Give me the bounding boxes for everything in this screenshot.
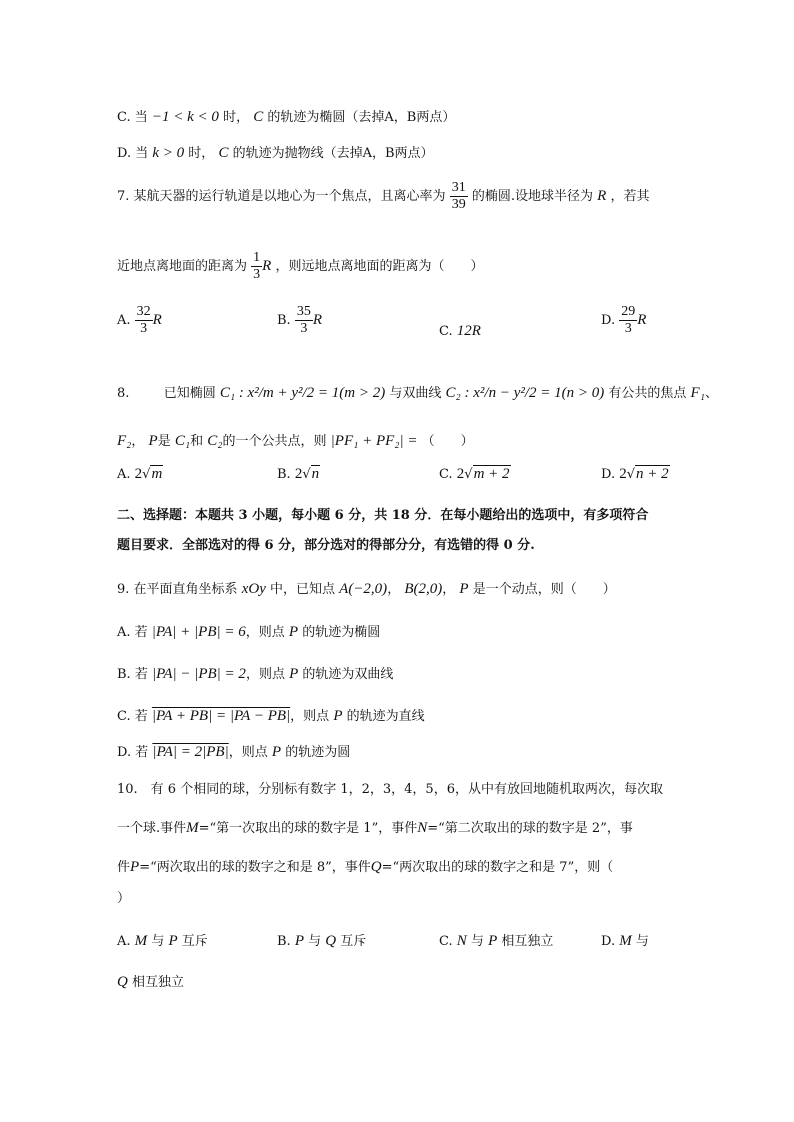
q10-line4: ）	[117, 891, 131, 906]
q9-option-d: D. 若 |PA| = 2|PB|，则点 P 的轨迹为圆	[117, 744, 351, 760]
q10-option-b: B. P 与 Q 互斥	[277, 933, 367, 949]
q6-d-condition: k > 0	[152, 145, 185, 161]
q8-stem-line1: 8. 已知椭圆 C₁ : x²/m + y²/2 = 1(m > 2) 与双曲线 C₂ : x²/n − y²/2 = 1(n > 0) 有公共的焦点 F₁、	[117, 385, 718, 401]
near-distance-fraction: $\frac{1}{3}$	[253, 250, 261, 282]
q10-line1: 10. 有 6 个相同的球，分别标有数字 1，2，3，4，5，6，从中有放回地随机取两次，每次取	[117, 782, 663, 797]
section-2-header-line1: 二、选择题：本题共 3 小题，每小题 6 分，共 18 分．在每小题给出的选项中，有多项符合	[117, 508, 649, 523]
q7-option-c: C. 12R	[439, 323, 481, 339]
q7-option-b: B. $\frac{35}{3}$ R	[277, 304, 322, 336]
section-2-header-line2: 题目要求．全部选对的得 6 分，部分选对的得部分分，有选错的得 0 分.	[117, 538, 535, 553]
q9-stem: 9. 在平面直角坐标系 xOy 中，已知点 A(−2,0)， B(2,0)， P 是一个动点，则（ ）	[117, 581, 616, 597]
q10-option-c: C. N 与 P 相互独立	[439, 933, 554, 949]
q7-option-d: D. $\frac{29}{3}$ R	[601, 304, 647, 336]
q10-line2: 一个球.事件M=“第一次取出的球的数字是 1”，事件N=“第二次取出的球的数字是 2”，事	[117, 820, 633, 836]
q8-option-b: B. 2√n	[277, 466, 320, 482]
q9-option-c: C. 若 |PA + PB| = |PA − PB|，则点 P 的轨迹为直线	[117, 708, 425, 724]
eccentricity-fraction: $\frac{31}{39}$	[451, 180, 466, 212]
q7-stem-line1: 7. 某航天器的运行轨道是以地心为一个焦点，且离心率为 $\frac{31}{39}$ 的椭圆.设地球半径为 R ，若其	[117, 180, 650, 212]
vector-sum-expression: |PF₁ + PF₂| =	[330, 433, 418, 449]
q6-option-d: D. 当 k > 0 时， C 的轨迹为抛物线（去掉A，B两点）	[117, 145, 434, 161]
q9-option-a: A. 若 |PA| + |PB| = 6，则点 P 的轨迹为椭圆	[117, 624, 381, 640]
q10-option-d-continued: Q 相互独立	[117, 974, 184, 990]
q8-option-c: C. 2√m + 2	[439, 466, 510, 482]
q7-option-a: A. $\frac{32}{3}$ R	[117, 304, 162, 336]
q10-option-d: D. M 与	[601, 933, 649, 949]
q9-option-b: B. 若 |PA| − |PB| = 2，则点 P 的轨迹为双曲线	[117, 666, 394, 682]
hyperbola-equation: C₂ : x²/n − y²/2 = 1(n > 0)	[445, 385, 605, 401]
q8-option-a: A. 2√m	[117, 466, 163, 482]
q6-c-condition: −1 < k < 0	[151, 109, 219, 125]
q8-stem-line2: F₂， P是 C₁和 C₂的一个公共点，则 |PF₁ + PF₂| = （ ）	[117, 433, 474, 449]
q6-option-c: C. 当 −1 < k < 0 时， C 的轨迹为椭圆（去掉A，B两点）	[117, 109, 456, 125]
q10-option-a: A. M 与 P 互斥	[117, 933, 208, 949]
q8-option-d: D. 2√n + 2	[601, 466, 669, 482]
ellipse-equation: C₁ : x²/m + y²/2 = 1(m > 2)	[219, 385, 386, 401]
q7-stem-line2: 近地点离地面的距离为 $\frac{1}{3}$ R ，则远地点离地面的距离为（ ）	[117, 250, 484, 282]
q10-line3: 件P=“两次取出的球的数字之和是 8”，事件Q=“两次取出的球的数字之和是 7”，则（	[117, 859, 614, 875]
